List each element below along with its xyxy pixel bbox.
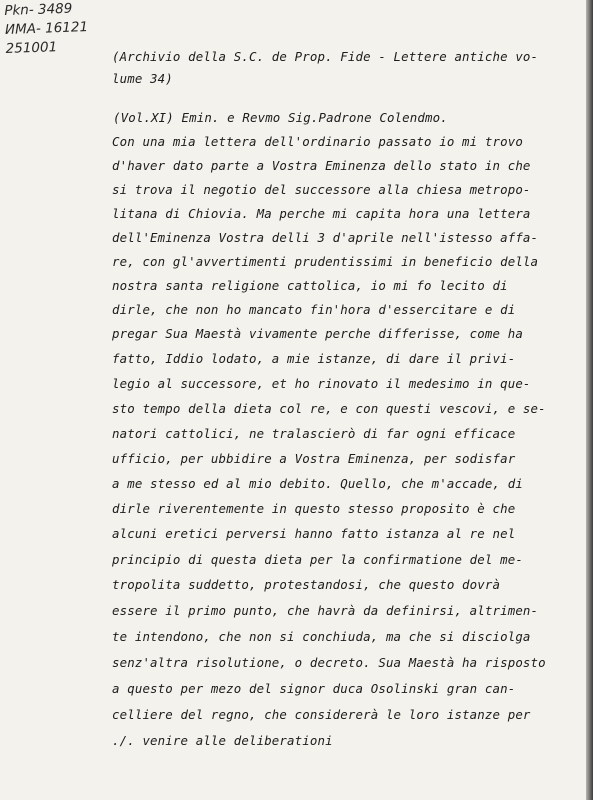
stamp-line: ИМА- 16121 — [4, 19, 89, 38]
body-line: dirle, che non ho mancato fin'hora d'essercitare e di — [112, 302, 516, 317]
body-line: fatto, Iddio lodato, a mie istanze, di dare il privi- — [112, 351, 516, 366]
body-line: essere il primo punto, che havrà da definirsi, altrimen- — [112, 603, 539, 618]
body-line: natori cattolici, ne tralascierò di far ogni efficace — [112, 426, 516, 441]
body-line: tropolita suddetto, protestandosi, che questo dovrà — [112, 577, 501, 592]
body-line: Con una mia lettera dell'ordinario passato io mi trovo — [112, 134, 523, 149]
body-line: a questo per mezo del signor duca Osolinski gran can- — [112, 681, 516, 696]
scan-edge-shadow — [586, 0, 593, 800]
header-line: lume 34) — [112, 71, 173, 86]
body-line: si trova il negotio del successore alla chiesa metropo- — [112, 182, 531, 197]
body-line: dell'Eminenza Vostra delli 3 d'aprile nell'istesso affa- — [112, 230, 539, 245]
stamp-line: Pkn- 3489 — [4, 0, 73, 19]
body-line: celliere del regno, che considererà le loro istanze per — [112, 707, 531, 722]
body-line: alcuni eretici perversi hanno fatto istanza al re nel — [112, 526, 516, 541]
header-line: (Archivio della S.C. de Prop. Fide - Lettere antiche vo- — [112, 49, 539, 64]
salutation: (Vol.XI) Emin. e Revmo Sig.Padrone Colendmo. — [113, 110, 448, 125]
body-line: legio al successore, et ho rinovato il medesimo in que- — [112, 376, 531, 391]
body-line: re, con gl'avvertimenti prudentissimi in beneficio della — [112, 254, 539, 269]
body-line: ufficio, per ubbidire a Vostra Eminenza, per sodisfar — [112, 451, 516, 466]
stamp-line: 251001 — [5, 39, 58, 57]
body-line: principio di questa dieta per la confirmatione del me- — [112, 552, 523, 567]
body-line: nostra santa religione cattolica, io mi fo lecito di — [112, 278, 508, 293]
body-line: sto tempo della dieta col re, e con questi vescovi, e se- — [112, 401, 546, 416]
body-line: d'haver dato parte a Vostra Eminenza dello stato in che — [112, 158, 531, 173]
body-line: ./. venire alle deliberationi — [112, 733, 333, 748]
archive-stamp — [4, 0, 89, 59]
body-line: te intendono, che non si conchiuda, ma che si disciolga — [112, 629, 531, 644]
body-line: a me stesso ed al mio debito. Quello, che m'accade, di — [112, 476, 523, 491]
body-line: senz'altra risolutione, o decreto. Sua Maestà ha risposto — [112, 655, 546, 670]
body-line: litana di Chiovia. Ma perche mi capita hora una lettera — [112, 206, 531, 221]
body-line: dirle riverentemente in questo stesso proposito è che — [112, 501, 516, 516]
body-line: pregar Sua Maestà vivamente perche differisse, come ha — [112, 326, 523, 341]
